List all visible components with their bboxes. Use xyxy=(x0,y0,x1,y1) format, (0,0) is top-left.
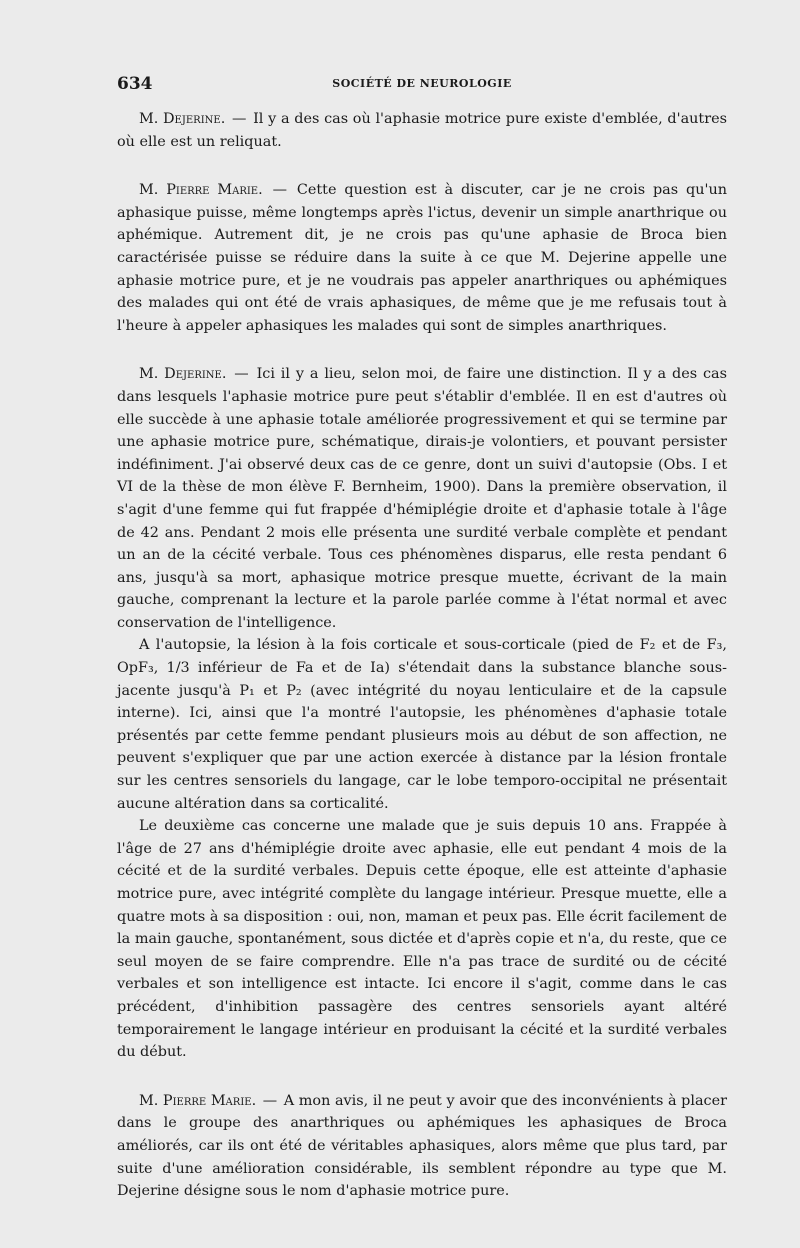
running-head: SOCIÉTÉ DE NEUROLOGIE xyxy=(332,77,512,90)
paragraph-dejerine-2: M. Dejerine. — Ici il y a lieu, selon moi, de faire une distinction. Il y a des cas dans lesquels l'aphasie motrice pure peut s'établir d'emblée. Il en est d'autres où elle succède à une aphasie totale améliorée progressivement et qui se termine par une aphasie motrice pure, schématique, dirais-je volontiers, et pouvant persister indéfiniment. J'ai observé deux cas de ce genre, dont un suivi d'autopsie (Obs. I et VI de la thèse de mon élève F. Bernheim, 1900). Dans la première observation, il s'agit d'une femme qui fut frappée d'hémiplégie droite et d'aphasie totale à l'âge de 42 ans. Pendant 2 mois elle présenta une surdité verbale complète et pendant un an de la cécité verbale. Tous ces phénomènes disparus, elle resta pendant 6 ans, jusqu'à sa mort, aphasique motrice presque muette, écrivant de la main gauche, comprenant la lecture et la parole parlée comme à l'état normal et avec conservation de l'intelligence. xyxy=(117,366,727,631)
page-header xyxy=(117,74,727,96)
paragraph-text: A l'autopsie, la lésion à la fois corticale et sous-corticale (pied de F₂ et de F₃, OpF₃, 1/3 inférieur de Fa et de Ia) s'étendait dans la substance blanche sous-jacente jusqu'à P₁ et P₂ (avec intégrité du noyau lenticulaire et de la capsule interne). Ici, ainsi que l'a montré l'autopsie, les phénomènes d'aphasie totale présentés par cette femme pendant plusieurs mois au début de son affection, ne peuvent s'expliquer que par une action exercée à distance par la lésion frontale sur les centres sensoriels du langage, car le lobe temporo-occipital ne présentait aucune altération dans sa corticalité. xyxy=(117,637,727,812)
speaker-name: M. Pierre Marie. xyxy=(139,1092,257,1109)
speaker-name: M. Dejerine. xyxy=(139,111,226,127)
paragraph-text: Cette question est à discuter, car je ne crois pas qu'un aphasique puisse, même longtemps après l'ictus, devenir un simple anarthrique ou aphémique. Autrement dit, je ne crois pas qu'une aphasie de Broca bien caractérisée puisse se réduire dans la suite à ce que M. Dejerine appelle une aphasie motrice pure, et je ne voudrais pas appeler anarthriques ou aphémiques des malades qui ont été de vrais aphasiques, de même que je me refusais tout à l'heure à appeler aphasiques les malades qui sont de simples anarthriques. xyxy=(117,182,727,334)
paragraph-pierre-marie-2: M. Pierre Marie. — A mon avis, il ne peut y avoir que des inconvénients à placer dans le groupe des anarthriques ou aphémiques les aphasiques de Broca améliorés, car ils ont été de véritables aphasiques, alors même que plus tard, par suite d'une amélioration considérable, ils semblent répondre au type que M. Dejerine désigne sous le nom d'aphasie motrice pure. xyxy=(117,1092,727,1200)
paragraph-text: Le deuxième cas concerne une malade que je suis depuis 10 ans. Frappée à l'âge de 27 ans d'hémiplégie droite avec aphasie, elle eut pendant 4 mois de la cécité et de la surdité verbales. Depuis cette époque, elle est atteinte d'aphasie motrice pure, avec intégrité complète du langage intérieur. Presque muette, elle a quatre mots à sa disposition : oui, non, maman et peux pas. Elle écrit facilement de la main gauche, spontanément, sous dictée et d'après copie et n'a, du reste, que ce seul moyen de se faire comprendre. Elle n'a pas trace de surdité ou de cécité verbales et son intelligence est intacte. Ici encore il s'agit, comme dans le cas précédent, d'inhibition passagère des centres sensoriels ayant altéré temporairement le langage intérieur en produisant la cécité et la surdité verbales du début. xyxy=(117,818,727,1061)
paragraph-text: A mon avis, il ne peut y avoir que des inconvénients à placer dans le groupe des anarthriques ou aphémiques les aphasiques de Broca améliorés, car ils ont été de véritables aphasiques, alors même que plus tard, par suite d'une amélioration considérable, ils semblent répondre au type que M. Dejerine désigne sous le nom d'aphasie motrice pure. xyxy=(117,1092,727,1200)
paragraph-second-case xyxy=(117,815,727,1064)
page-number: 634 xyxy=(117,74,153,94)
speaker-name: M. Pierre Marie. xyxy=(139,182,263,199)
paragraph-text: Il y a des cas où l'aphasie motrice pure existe d'emblée, d'autres où elle est un reliquat. xyxy=(117,111,727,150)
page-body xyxy=(117,108,727,1203)
paragraph-pierre-marie-1: M. Pierre Marie. — Cette question est à discuter, car je ne crois pas qu'un aphasique puisse, même longtemps après l'ictus, devenir un simple anarthrique ou aphémique. Autrement dit, je ne crois pas qu'une aphasie de Broca bien caractérisée puisse se réduire dans la suite à ce que M. Dejerine appelle une aphasie motrice pure, et je ne voudrais pas appeler anarthriques ou aphémiques des malades qui ont été de vrais aphasiques, de même que je me refusais tout à l'heure à appeler aphasiques les malades qui sont de simples anarthriques. xyxy=(117,182,727,334)
paragraph-autopsy xyxy=(117,634,727,815)
paragraph-dejerine-1: M. Dejerine. — Il y a des cas où l'aphasie motrice pure existe d'emblée, d'autres où elle est un reliquat. xyxy=(117,111,727,150)
paragraph-text: Ici il y a lieu, selon moi, de faire une distinction. Il y a des cas dans lesquels l'aphasie motrice pure peut s'établir d'emblée. Il en est d'autres où elle succède à une aphasie totale améliorée progressivement et qui se termine par une aphasie motrice pure, schématique, dirais-je volontiers, et pouvant persister indéfiniment. J'ai observé deux cas de ce genre, dont un suivi d'autopsie (Obs. I et VI de la thèse de mon élève F. Bernheim, 1900). Dans la première observation, il s'agit d'une femme qui fut frappée d'hémiplégie droite et d'aphasie totale à l'âge de 42 ans. Pendant 2 mois elle présenta une surdité verbale complète et pendant un an de la cécité verbale. Tous ces phénomènes disparus, elle resta pendant 6 ans, jusqu'à sa mort, aphasique motrice presque muette, écrivant de la main gauche, comprenant la lecture et la parole parlée comme à l'état normal et avec conservation de l'intelligence. xyxy=(117,366,727,631)
speaker-name: M. Dejerine. xyxy=(139,366,227,383)
